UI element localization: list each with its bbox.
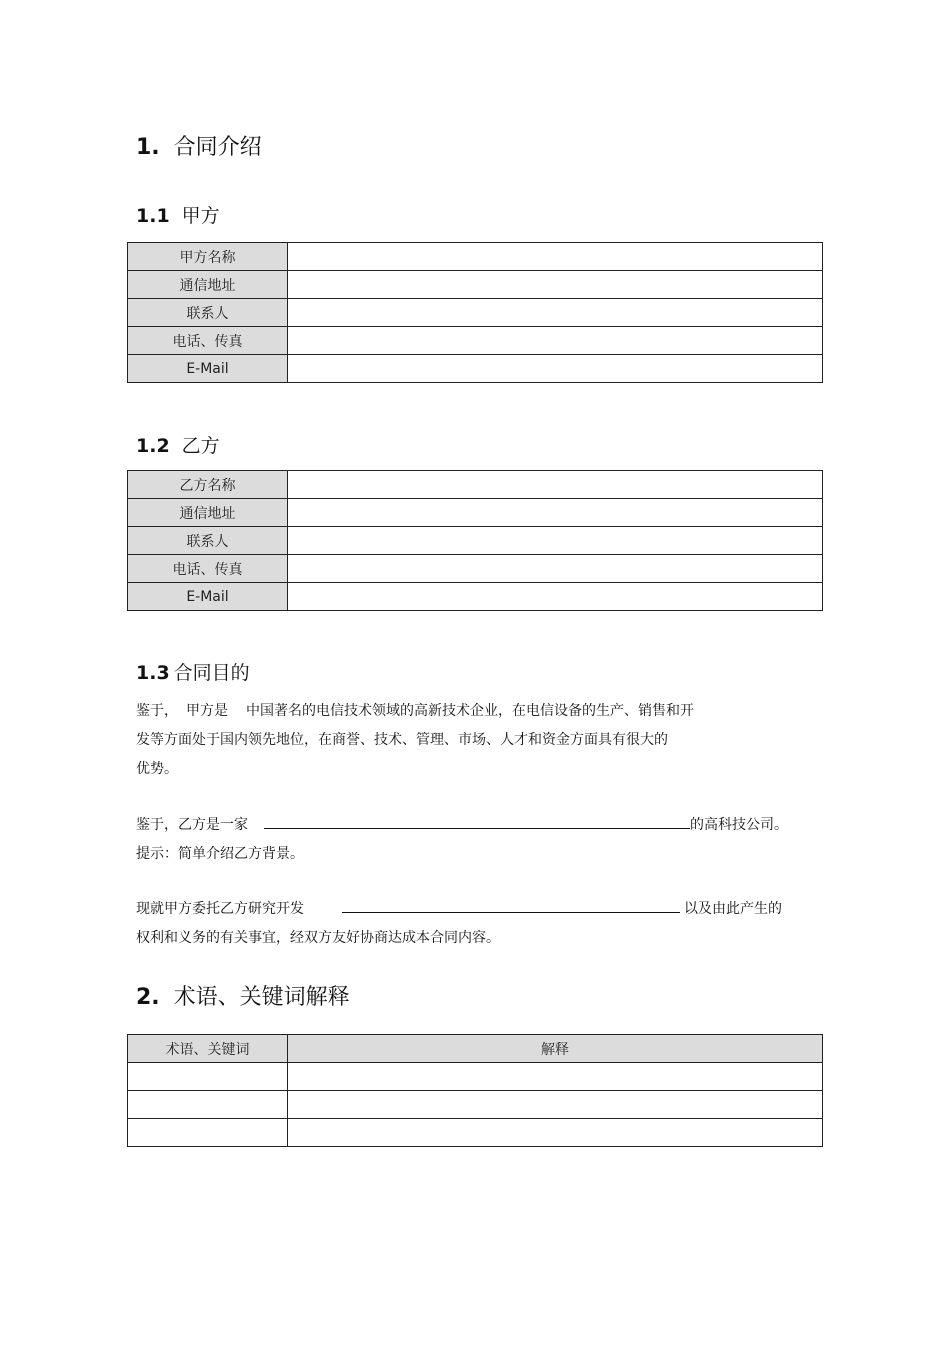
- party-a-name-cell: [288, 243, 823, 271]
- party-a-name-field[interactable]: [288, 243, 822, 270]
- party-b-contact-field[interactable]: [288, 527, 822, 554]
- company-description-blank[interactable]: [264, 810, 690, 829]
- party-a-name-label: 甲方名称: [128, 243, 288, 271]
- purpose-para-2-suffix: 的高科技公司。: [690, 817, 788, 833]
- party-b-contact-cell: [288, 527, 823, 555]
- purpose-para-1-line-3: 优势。: [136, 761, 178, 777]
- party-a-table: [127, 242, 823, 383]
- party-a-email-cell: [288, 355, 823, 383]
- term-field[interactable]: [128, 1091, 287, 1118]
- purpose-paragraph-2: [136, 810, 788, 869]
- table-row: [128, 355, 823, 383]
- party-b-name-cell: [288, 471, 823, 499]
- explanation-field[interactable]: [288, 1091, 822, 1118]
- purpose-heading: [136, 658, 250, 685]
- section-2-title: 术语、关键词解释: [173, 985, 350, 1010]
- party-b-number: 1.2: [136, 435, 170, 457]
- party-b-title: 乙方: [181, 435, 220, 457]
- party-a-contact-field[interactable]: [288, 299, 822, 326]
- party-b-email-cell: [288, 583, 823, 611]
- party-b-phone-fax-label: 电话、传真: [128, 555, 288, 583]
- party-a-contact-label: 联系人: [128, 299, 288, 327]
- section-2-number: 2.: [136, 985, 160, 1010]
- section-2-heading: [136, 980, 350, 1011]
- party-a-contact-cell: [288, 299, 823, 327]
- party-a-email-field[interactable]: [288, 355, 822, 382]
- purpose-number: 1.3: [136, 662, 170, 684]
- table-row: [128, 583, 823, 611]
- purpose-para-1-line-1: [136, 697, 694, 726]
- table-row: [128, 555, 823, 583]
- research-project-blank[interactable]: [342, 894, 680, 913]
- term-cell: [128, 1063, 288, 1091]
- party-b-email-field[interactable]: [288, 583, 822, 610]
- party-a-phone-fax-field[interactable]: [288, 327, 822, 354]
- purpose-para-2-prefix: 鉴于，乙方是一家: [136, 817, 248, 833]
- purpose-paragraph-1: [136, 697, 694, 784]
- table-row: [128, 271, 823, 299]
- party-a-heading: [136, 201, 220, 228]
- purpose-para-1-rest: 中国著名的电信技术领域的高新技术企业，在电信设备的生产、销售和开: [246, 703, 694, 719]
- table-row: [128, 1119, 823, 1147]
- explanation-cell: [288, 1063, 823, 1091]
- terms-table-header: [128, 1035, 823, 1063]
- table-row: [128, 299, 823, 327]
- table-row: [128, 327, 823, 355]
- term-field[interactable]: [128, 1063, 287, 1090]
- table-row: [128, 499, 823, 527]
- party-a-phone-fax-label: 电话、传真: [128, 327, 288, 355]
- section-1-number: 1.: [136, 135, 160, 160]
- purpose-para-3-prefix: 现就甲方委托乙方研究开发: [136, 901, 304, 917]
- party-b-address-label: 通信地址: [128, 499, 288, 527]
- purpose-para-2-hint: 提示：简单介绍乙方背景。: [136, 846, 304, 862]
- party-b-name-label: 乙方名称: [128, 471, 288, 499]
- table-row: [128, 1063, 823, 1091]
- table-row: [128, 527, 823, 555]
- party-a-address-cell: [288, 271, 823, 299]
- explanation-cell: [288, 1119, 823, 1147]
- section-1-heading: [136, 130, 262, 161]
- party-a-phone-fax-cell: [288, 327, 823, 355]
- term-cell: [128, 1119, 288, 1147]
- table-row: [128, 243, 823, 271]
- party-a-email-label: E-Mail: [128, 355, 288, 383]
- purpose-para-3-suffix: 以及由此产生的: [684, 901, 782, 917]
- terms-header-explanation: 解释: [288, 1035, 823, 1063]
- purpose-para-1-prefix: 鉴于，: [136, 703, 178, 719]
- purpose-para-1-line-2: 发等方面处于国内领先地位，在商誉、技术、管理、市场、人才和资金方面具有很大的: [136, 732, 668, 748]
- purpose-title: 合同目的: [173, 662, 250, 684]
- party-b-address-cell: [288, 499, 823, 527]
- party-b-contact-label: 联系人: [128, 527, 288, 555]
- party-b-phone-fax-field[interactable]: [288, 555, 822, 582]
- purpose-para-1-party: 甲方是: [186, 703, 228, 719]
- explanation-field[interactable]: [288, 1063, 822, 1090]
- explanation-cell: [288, 1091, 823, 1119]
- purpose-paragraph-3: [136, 894, 782, 953]
- purpose-para-3-line-2: 权利和义务的有关事宜，经双方友好协商达成本合同内容。: [136, 930, 500, 946]
- terms-table: [127, 1034, 823, 1147]
- party-b-phone-fax-cell: [288, 555, 823, 583]
- section-1-title: 合同介绍: [173, 135, 262, 160]
- party-b-heading: [136, 431, 220, 458]
- party-a-number: 1.1: [136, 205, 170, 227]
- party-b-name-field[interactable]: [288, 471, 822, 498]
- party-b-address-field[interactable]: [288, 499, 822, 526]
- term-cell: [128, 1091, 288, 1119]
- terms-header-term: 术语、关键词: [128, 1035, 288, 1063]
- party-b-email-label: E-Mail: [128, 583, 288, 611]
- table-row: [128, 471, 823, 499]
- purpose-para-3-line-1: [136, 894, 782, 924]
- party-a-address-field[interactable]: [288, 271, 822, 298]
- party-b-table: [127, 470, 823, 611]
- explanation-field[interactable]: [288, 1119, 822, 1146]
- term-field[interactable]: [128, 1119, 287, 1146]
- party-a-address-label: 通信地址: [128, 271, 288, 299]
- party-a-title: 甲方: [181, 205, 220, 227]
- table-row: [128, 1091, 823, 1119]
- purpose-para-2-line-1: [136, 810, 788, 840]
